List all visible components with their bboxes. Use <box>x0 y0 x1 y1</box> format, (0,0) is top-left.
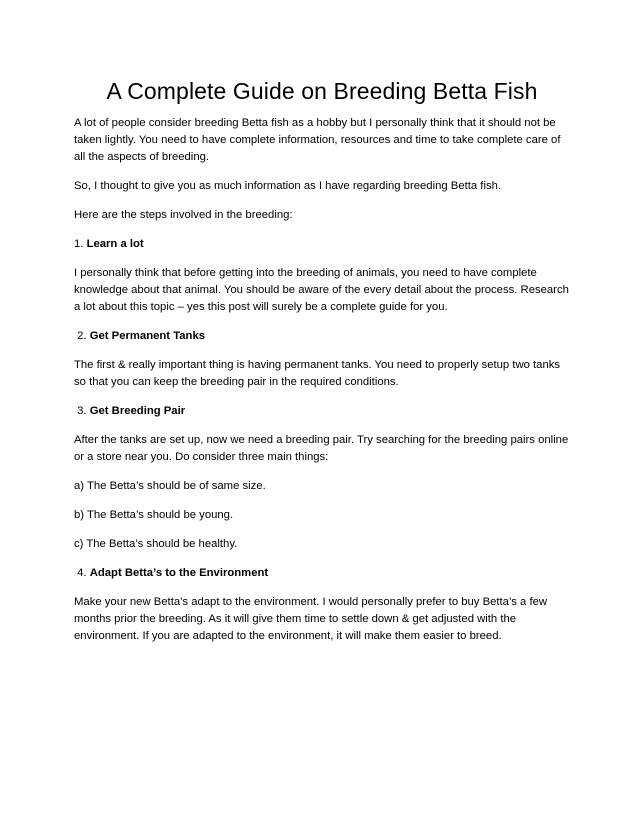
step-number: 3. <box>74 405 90 417</box>
step-title: Get Permanent Tanks <box>89 330 206 342</box>
step-title: Learn a lot <box>86 238 144 250</box>
step-paragraph: Make your new Betta’s adapt to the environment. I would personally prefer to buy Betta’s a few months prior the breeding. As it will give them time to settle down & get adjusted with the environment. If you are adapted to the environment, it will make them easier to breed. <box>74 596 548 642</box>
step-paragraph: After the tanks are set up, now we need a breeding pair. Try searching for the breeding pairs online or a store near you. Do consider three main things: <box>74 434 569 463</box>
step-number: 2. <box>74 330 90 342</box>
intro-paragraph: So, I thought to give you as much information as I have regarding breeding Betta fish. <box>74 180 502 192</box>
intro-paragraph: Here are the steps involved in the breeding: <box>74 209 293 221</box>
step-number: 1. <box>74 238 87 250</box>
step-heading-2 <box>74 328 570 345</box>
step-title: Adapt Betta’s to the Environment <box>89 567 269 579</box>
step-list-item: b) The Betta’s should be young. <box>74 509 234 521</box>
step-heading-4 <box>74 565 570 582</box>
step-title: Get Breeding Pair <box>89 405 186 417</box>
step-paragraph: I personally think that before getting into the breeding of animals, you need to have complete knowledge about that animal. You should be aware of the every detail about the process. Research a lot about this topic – yes this post will surely be a complete guide for you. <box>74 267 569 313</box>
step-heading-3 <box>74 403 570 420</box>
step-paragraph: The first & really important thing is having permanent tanks. You need to properly setup two tanks so that you can keep the breeding pair in the required conditions. <box>74 359 561 388</box>
step-heading-1 <box>74 236 570 253</box>
step-number: 4. <box>74 567 90 579</box>
step-list-item: a) The Betta’s should be of same size. <box>74 480 266 492</box>
document-page <box>74 76 570 657</box>
document-title: A Complete Guide on Breeding Betta Fish <box>106 78 538 104</box>
intro-paragraph: A lot of people consider breeding Betta fish as a hobby but I personally think that it should not be taken lightly. You need to have complete information, resources and time to take complete care of all the aspects of breeding. <box>74 117 561 163</box>
step-list-item: c) The Betta’s should be healthy. <box>74 538 238 550</box>
